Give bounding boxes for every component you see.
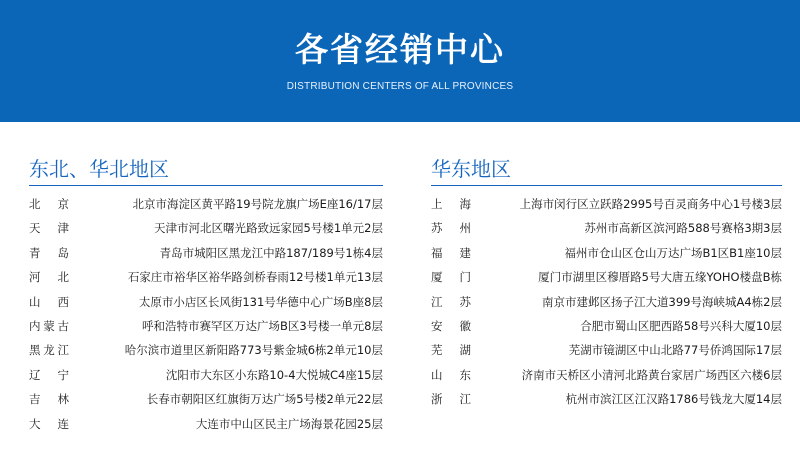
address-text: 上海市闵行区立跃路2995号百灵商务中心1号楼3层: [519, 197, 782, 211]
page-title: 各省经销中心: [295, 30, 505, 69]
header-banner: [0, 0, 800, 122]
address-text: 南京市建邺区扬子江大道399号海峡城A4栋2层: [542, 294, 782, 309]
list-item: [29, 241, 383, 265]
address-text: 济南市天桥区小清河北路黄台家居广场西区六楼6层: [521, 367, 782, 382]
address-text: 太原市小店区长风街131号华德中心广场B座8层: [138, 294, 383, 309]
province-name: 山西: [29, 294, 69, 309]
list-item: [431, 363, 782, 387]
address-text: 大连市中山区民主广场海景花园25层: [195, 416, 383, 431]
province-name: 苏州: [431, 221, 471, 236]
province-name: 厦门: [431, 270, 471, 285]
region-title: 华东地区: [431, 157, 511, 181]
region-title: 东北、华北地区: [29, 157, 169, 181]
address-text: 杭州市滨江区江汉路1786号钱龙大厦14层: [565, 392, 782, 407]
province-name: 江苏: [431, 294, 471, 309]
address-text: 合肥市蜀山区肥西路58号兴科大厦10层: [580, 318, 782, 333]
address-text: 长春市朝阳区红旗街万达广场5号楼2单元22层: [146, 392, 383, 407]
list-item: [431, 314, 782, 338]
address-text: 青岛市城阳区黑龙江中路187/189号1栋4层: [159, 245, 383, 260]
address-text: 呼和浩特市赛罕区万达广场B区3号楼一单元8层: [141, 318, 383, 333]
list-item: [431, 216, 782, 240]
province-name: 内蒙古: [29, 318, 69, 333]
province-name: 大连: [29, 416, 69, 431]
province-name: 黑龙江: [29, 343, 69, 358]
province-name: 天津: [29, 221, 69, 236]
list-item: [431, 192, 782, 216]
list-item: [29, 216, 383, 240]
list-item: [29, 387, 383, 411]
address-text: 苏州市高新区滨河路588号赛格3期3层: [584, 221, 782, 236]
region-northeast-north: [29, 155, 383, 436]
list-item: [431, 290, 782, 314]
address-text: 厦门市湖里区穆厝路5号大唐五缘YOHO楼盘B栋: [538, 270, 782, 285]
list-item: [431, 387, 782, 411]
list-item: [29, 338, 383, 362]
region-east: [431, 155, 782, 412]
address-text: 北京市海淀区黄平路19号院龙旗广场E座16/17层: [132, 197, 383, 211]
province-name: 辽宁: [29, 367, 69, 382]
province-name: 北京: [29, 197, 69, 211]
address-text: 哈尔滨市道里区新阳路773号紫金城6栋2单元10层: [124, 343, 383, 358]
province-name: 吉林: [29, 392, 69, 407]
province-name: 河北: [29, 270, 69, 285]
province-name: 山东: [431, 367, 471, 382]
list-item: [29, 363, 383, 387]
list-item: [29, 265, 383, 289]
list-item: [29, 314, 383, 338]
page-subtitle: DISTRIBUTION CENTERS OF ALL PROVINCES: [286, 81, 514, 92]
province-name: 安徽: [431, 318, 471, 333]
province-name: 青岛: [29, 245, 69, 260]
list-item: [29, 290, 383, 314]
province-name: 福建: [431, 245, 471, 260]
list-item: [29, 412, 383, 436]
list-item: [431, 241, 782, 265]
province-name: 芜湖: [431, 343, 471, 358]
province-name: 上海: [431, 197, 471, 211]
distribution-list: [29, 192, 383, 436]
address-text: 福州市仓山区仓山万达广场B1区B1座10层: [564, 245, 782, 260]
region-divider: [431, 185, 782, 186]
region-divider: [29, 185, 383, 186]
address-text: 沈阳市大东区小东路10-4大悦城C4座15层: [165, 367, 383, 382]
province-name: 浙江: [431, 392, 471, 407]
address-text: 芜湖市镜湖区中山北路77号侨鸿国际17层: [568, 343, 782, 358]
address-text: 天津市河北区曙光路致远家园5号楼1单元2层: [154, 221, 383, 236]
distribution-list: [431, 192, 782, 412]
list-item: [431, 265, 782, 289]
list-item: [431, 338, 782, 362]
list-item: [29, 192, 383, 216]
address-text: 石家庄市裕华区裕华路剑桥春雨12号楼1单元13层: [127, 270, 383, 285]
